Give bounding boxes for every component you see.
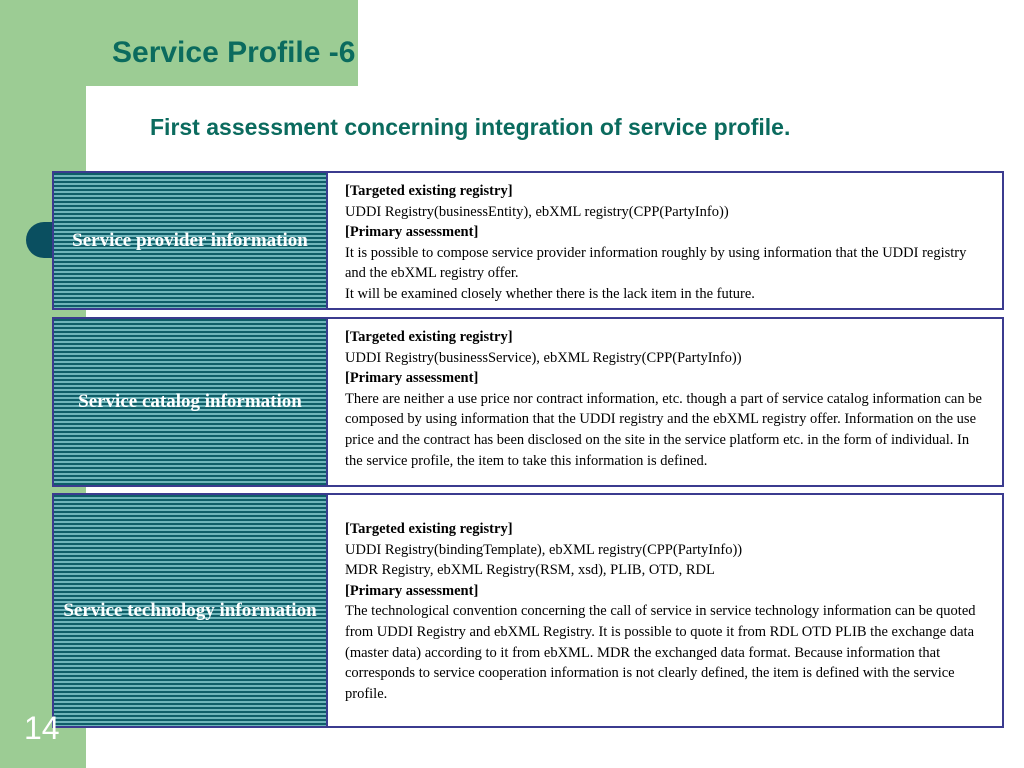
content-line: [Targeted existing registry] [345,183,513,199]
content-line: [Primary assessment] [345,582,479,599]
row-content-cell [328,319,1002,485]
row-label-cell [54,173,328,308]
content-line: [Targeted existing registry] [345,521,513,537]
table-row-service-catalog [52,317,1004,487]
content-line: UDDI Registry(bindingTemplate), ebXML registry(CPP(PartyInfo)) [345,541,743,558]
content-line: UDDI Registry(businessService), ebXML Registry(CPP(PartyInfo)) [345,349,742,366]
row-label-cell [54,495,328,726]
content-line: UDDI Registry(businessEntity), ebXML registry(CPP(PartyInfo)) [345,203,729,220]
slide-title: Service Profile -6 [112,36,356,69]
content-line: [Primary assessment] [345,224,479,241]
content-line: It is possible to compose service provider information roughly by using information that the UDDI registry and the ebXML registry offer. [345,244,967,282]
content-line: The technological convention concerning the call of service in service technology information can be quoted from UDDI Registry and ebXML Registry. It is possible to quote it from RDL OTD PLIB the exchange data (master data) according to it from ebXML. MDR the exchanged data format. Because information that corresponds to service cooperation information is not clearly defined, the item is defined with the service profile. [345,603,976,702]
row-label: Service technology information [63,599,317,621]
table-row-service-provider [52,171,1004,310]
content-line: [Targeted existing registry] [345,329,513,345]
content-line: [Primary assessment] [345,370,479,387]
page-number: 14 [24,710,60,746]
content-line: It will be examined closely whether there is the lack item in the future. [345,285,755,302]
content-line: MDR Registry, ebXML Registry(RSM, xsd), PLIB, OTD, RDL [345,562,715,579]
content-line: There are neither a use price nor contract information, etc. though a part of service catalog information can be composed by using information that the UDDI registry and the ebXML registry offer. Information on the use price and the contract has been disclosed on the site in the service platform etc. in the form of individual. In the service profile, the item to take this information is defined. [345,390,982,469]
table-row-service-technology [52,493,1004,728]
slide-subtitle: First assessment concerning integration of service profile. [150,114,791,140]
row-label: Service provider information [72,229,308,251]
row-content-cell [328,173,1002,308]
row-label: Service catalog information [78,391,302,412]
row-content-cell [328,495,1002,726]
row-label-cell [54,319,328,485]
